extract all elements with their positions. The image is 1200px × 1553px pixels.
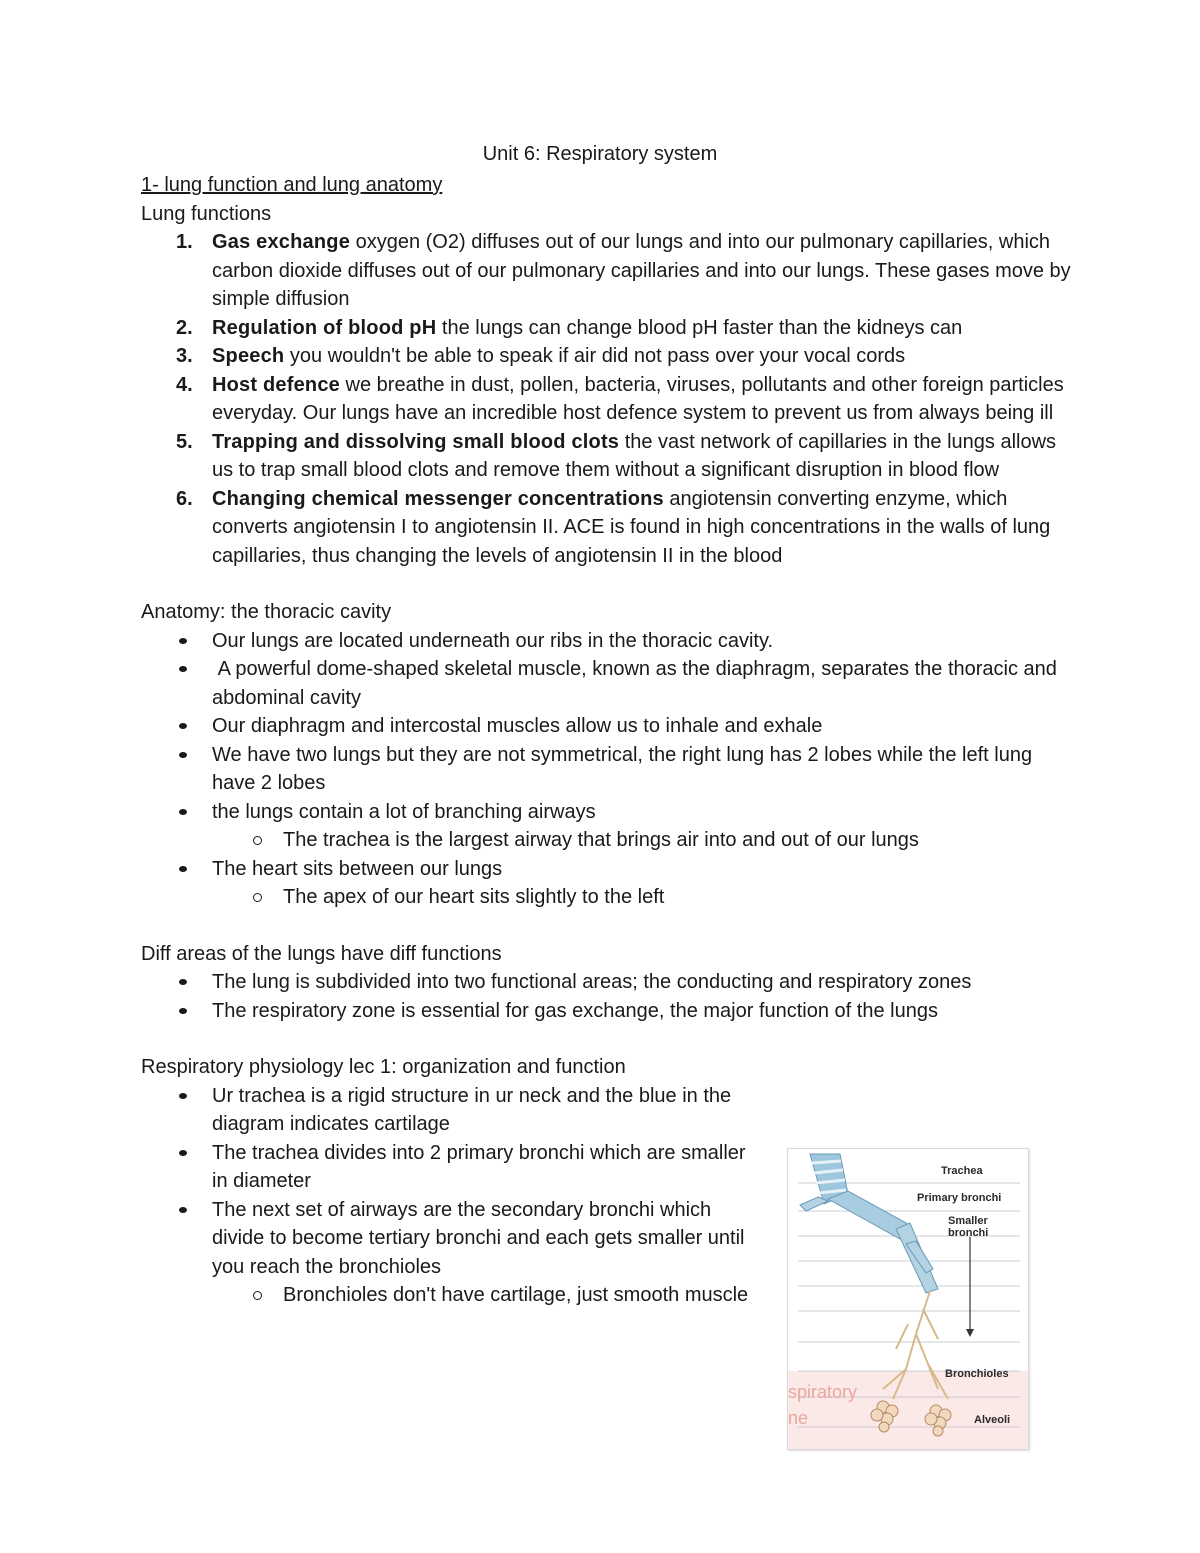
bullet-icon <box>179 979 187 985</box>
item-term: Host defence <box>212 373 340 396</box>
item-number: 2. <box>176 316 193 339</box>
areas-list <box>141 968 1071 1025</box>
section-heading-lung: 1- lung function and lung anatomy <box>141 174 443 196</box>
bullet-icon <box>179 1008 187 1014</box>
physiology-heading: Respiratory physiology lec 1: organization and function <box>141 1056 626 1078</box>
bullet-icon <box>179 1207 187 1213</box>
sub-list <box>212 883 1071 912</box>
item-term: Speech <box>212 345 285 367</box>
page-title: Unit 6: Respiratory system <box>482 143 718 165</box>
item-text: the lungs contain a lot of branching airways <box>212 800 596 823</box>
label-smaller-bronchi: Smaller bronchi <box>948 1215 989 1239</box>
circle-bullet-icon <box>253 836 262 845</box>
bullet-icon <box>179 638 187 644</box>
item-text: The trachea divides into 2 primary bronchi which are smaller in diameter <box>212 1141 746 1192</box>
item-number: 6. <box>176 487 193 510</box>
sub-list <box>212 826 1071 855</box>
item-text: Bronchioles don't have cartilage, just smooth muscle <box>283 1284 749 1306</box>
list-item <box>176 314 1071 343</box>
item-term: Changing chemical messenger concentrations <box>212 487 664 510</box>
item-text: We have two lungs but they are not symmetrical, the right lung has 2 lobes while the left lung have 2 lobes <box>212 743 1033 794</box>
list-item <box>212 712 1071 741</box>
bullet-icon <box>179 752 187 758</box>
spacer <box>141 570 1071 598</box>
bullet-icon <box>179 809 187 815</box>
item-text: The apex of our heart sits slightly to the left <box>283 886 665 908</box>
bullet-icon <box>179 723 187 729</box>
sub-list-item <box>283 1281 752 1310</box>
item-number: 4. <box>176 373 193 396</box>
airway-diagram-figure <box>787 1148 1029 1450</box>
list-item <box>176 342 1071 371</box>
item-text: Our diaphragm and intercostal muscles allow us to inhale and exhale <box>212 715 823 737</box>
item-text: Ur trachea is a rigid structure in ur neck and the blue in the diagram indicates cartilage <box>212 1084 732 1135</box>
item-text: The lung is subdivided into two functional areas; the conducting and respiratory zones <box>212 971 972 993</box>
label-bronchioles: Bronchioles <box>945 1368 1009 1380</box>
item-text: The trachea is the largest airway that brings air into and out of our lungs <box>283 829 919 851</box>
item-number: 3. <box>176 345 193 367</box>
list-item <box>212 1139 752 1196</box>
item-term: Trapping and dissolving small blood clots <box>212 430 620 453</box>
item-term: Gas exchange <box>212 231 351 253</box>
spacer <box>141 1025 1071 1053</box>
item-number: 1. <box>176 231 193 253</box>
item-text: Our lungs are located underneath our ribs in the thoracic cavity. <box>212 629 774 652</box>
list-item <box>212 1082 752 1139</box>
zone-label-line2: ne <box>788 1408 809 1428</box>
item-text: you wouldn't be able to speak if air did not pass over your vocal cords <box>284 345 906 367</box>
anatomy-heading: Anatomy: the thoracic cavity <box>141 601 392 623</box>
bullet-icon <box>179 1093 187 1099</box>
sub-list-item <box>283 883 1071 912</box>
label-alveoli: Alveoli <box>974 1414 1011 1426</box>
bronchi-shape <box>800 1191 938 1293</box>
item-text: we breathe in dust, pollen, bacteria, viruses, pollutants and other foreign particles everyday. Our lungs have an incredible host defence system to prevent us from always being ill <box>212 373 1064 424</box>
areas-heading: Diff areas of the lungs have diff functions <box>141 942 502 965</box>
document-body <box>141 171 1071 1310</box>
circle-bullet-icon <box>253 1291 262 1300</box>
list-item <box>212 855 1071 912</box>
item-text: the lungs can change blood pH faster than the kidneys can <box>436 316 963 339</box>
label-primary-bronchi: Primary bronchi <box>917 1192 1002 1204</box>
list-item <box>212 741 1071 798</box>
item-text: oxygen (O2) diffuses out of our lungs and into our pulmonary capillaries, which carbon dioxide diffuses out of our pulmonary capillaries and into our lungs. These gases move by simple diffusion <box>212 231 1071 310</box>
subheading-lung-functions: Lung functions <box>141 202 272 225</box>
list-item <box>212 798 1071 855</box>
zone-label-line1: spiratory <box>788 1382 858 1402</box>
list-item <box>176 228 1071 314</box>
down-arrow-icon <box>966 1237 974 1337</box>
label-trachea: Trachea <box>941 1165 983 1177</box>
anatomy-list <box>141 627 1071 912</box>
list-item <box>212 655 1071 712</box>
spacer <box>141 912 1071 940</box>
item-text: The respiratory zone is essential for gas exchange, the major function of the lungs <box>212 999 938 1022</box>
physiology-list <box>141 1082 752 1310</box>
circle-bullet-icon <box>253 893 262 902</box>
bullet-icon <box>179 666 187 672</box>
item-number: 5. <box>176 430 193 453</box>
item-term: Regulation of blood pH <box>212 316 437 339</box>
bullet-icon <box>179 1150 187 1156</box>
item-text: A powerful dome-shaped skeletal muscle, known as the diaphragm, separates the thoracic and abdominal cavity <box>212 658 1063 709</box>
list-item <box>176 428 1071 485</box>
list-item <box>212 627 1071 656</box>
list-item <box>212 997 1071 1026</box>
item-text: The next set of airways are the secondary bronchi which divide to become tertiary bronchi and each gets smaller until you reach the bronchioles <box>212 1198 745 1278</box>
list-item <box>212 968 1071 997</box>
list-item <box>176 371 1071 428</box>
item-text: angiotensin converting enzyme, which converts angiotensin I to angiotensin II. ACE is found in high concentrations in the walls of lung capillaries, thus changing the levels of angiotensin II in the blood <box>212 487 1051 567</box>
item-text: The heart sits between our lungs <box>212 857 503 880</box>
lung-functions-list <box>141 228 1071 570</box>
sub-list-item <box>283 826 1071 855</box>
bullet-icon <box>179 866 187 872</box>
sub-list <box>212 1281 752 1310</box>
list-item <box>176 485 1071 571</box>
list-item <box>212 1196 752 1310</box>
item-text: the vast network of capillaries in the lungs allows us to trap small blood clots and remove them without a significant disruption in blood flow <box>212 430 1057 481</box>
